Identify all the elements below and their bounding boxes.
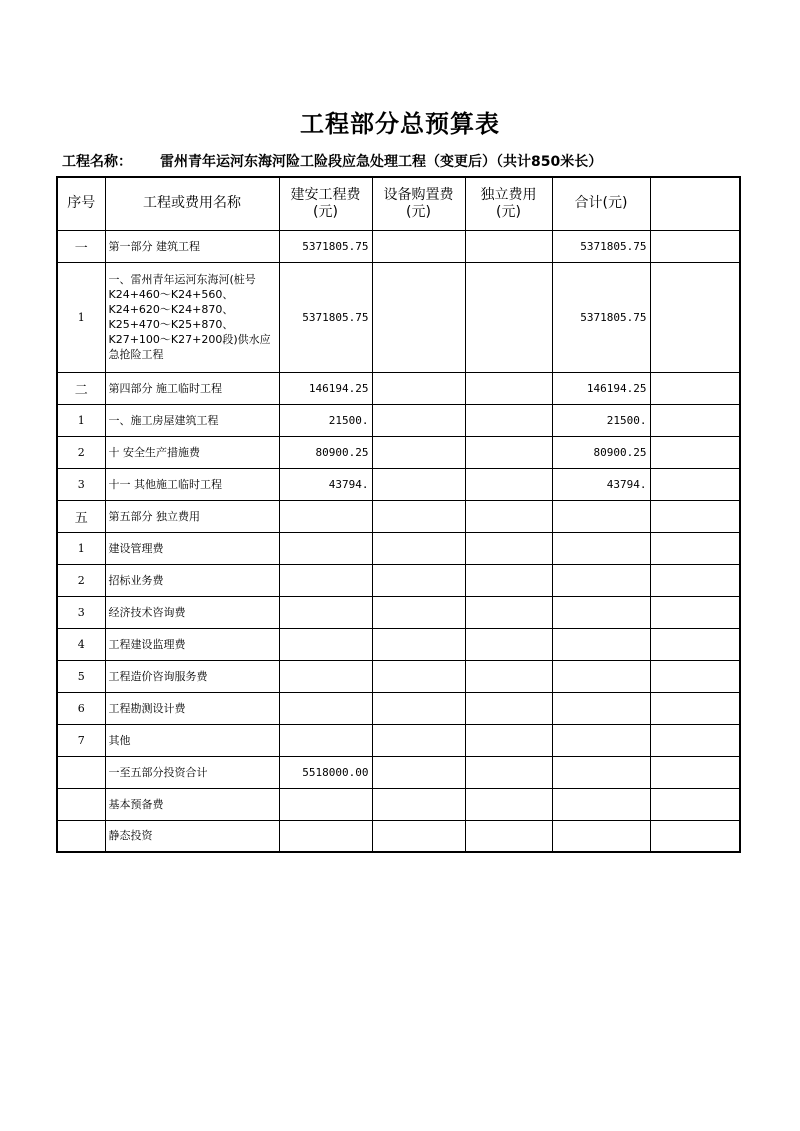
cell-name: 其他 bbox=[105, 724, 279, 756]
cell-extra bbox=[650, 468, 740, 500]
cell-extra bbox=[650, 230, 740, 262]
cell-equipment bbox=[372, 532, 465, 564]
table-row bbox=[57, 500, 740, 532]
cell-name: 十 安全生产措施费 bbox=[105, 436, 279, 468]
cell-total: 80900.25 bbox=[552, 436, 650, 468]
cell-extra bbox=[650, 500, 740, 532]
cell-seq: 1 bbox=[57, 532, 105, 564]
cell-equipment bbox=[372, 692, 465, 724]
cell-name: 经济技术咨询费 bbox=[105, 596, 279, 628]
cell-extra bbox=[650, 564, 740, 596]
cell-construction bbox=[279, 596, 372, 628]
cell-seq: 3 bbox=[57, 596, 105, 628]
cell-name: 第一部分 建筑工程 bbox=[105, 230, 279, 262]
cell-seq bbox=[57, 820, 105, 852]
cell-total: 5371805.75 bbox=[552, 230, 650, 262]
cell-seq: 五 bbox=[57, 500, 105, 532]
cell-equipment bbox=[372, 628, 465, 660]
cell-construction bbox=[279, 660, 372, 692]
cell-construction bbox=[279, 564, 372, 596]
cell-seq: 2 bbox=[57, 436, 105, 468]
cell-independent bbox=[465, 660, 552, 692]
table-row bbox=[57, 724, 740, 756]
cell-seq: 5 bbox=[57, 660, 105, 692]
header-independent: 独立费用 (元) bbox=[465, 177, 552, 230]
cell-construction bbox=[279, 788, 372, 820]
cell-extra bbox=[650, 692, 740, 724]
cell-equipment bbox=[372, 596, 465, 628]
cell-total bbox=[552, 596, 650, 628]
header-row bbox=[57, 177, 740, 230]
cell-equipment bbox=[372, 468, 465, 500]
cell-total bbox=[552, 628, 650, 660]
project-name-line bbox=[62, 151, 602, 171]
cell-name: 一、雷州青年运河东海河(桩号K24+460～K24+560、K24+620～K24+870、K25+470～K25+870、K27+100～K27+200段)供水应急抢险工程 bbox=[105, 262, 279, 372]
cell-equipment bbox=[372, 436, 465, 468]
cell-independent bbox=[465, 596, 552, 628]
cell-seq: 1 bbox=[57, 404, 105, 436]
cell-total: 21500. bbox=[552, 404, 650, 436]
cell-construction bbox=[279, 724, 372, 756]
cell-seq: 2 bbox=[57, 564, 105, 596]
table-row bbox=[57, 660, 740, 692]
cell-total: 43794. bbox=[552, 468, 650, 500]
cell-construction: 5371805.75 bbox=[279, 230, 372, 262]
cell-independent bbox=[465, 500, 552, 532]
header-equipment: 设备购置费 (元) bbox=[372, 177, 465, 230]
cell-extra bbox=[650, 660, 740, 692]
cell-construction: 43794. bbox=[279, 468, 372, 500]
cell-independent bbox=[465, 436, 552, 468]
cell-total bbox=[552, 500, 650, 532]
cell-seq: 二 bbox=[57, 372, 105, 404]
cell-construction bbox=[279, 628, 372, 660]
cell-total bbox=[552, 692, 650, 724]
table-row bbox=[57, 820, 740, 852]
header-construction: 建安工程费 (元) bbox=[279, 177, 372, 230]
table-row bbox=[57, 468, 740, 500]
table-row bbox=[57, 436, 740, 468]
table-row bbox=[57, 628, 740, 660]
cell-construction bbox=[279, 692, 372, 724]
header-name: 工程或费用名称 bbox=[105, 177, 279, 230]
cell-independent bbox=[465, 692, 552, 724]
cell-independent bbox=[465, 468, 552, 500]
cell-equipment bbox=[372, 820, 465, 852]
cell-seq bbox=[57, 788, 105, 820]
page-title: 工程部分总预算表 bbox=[300, 110, 500, 138]
cell-independent bbox=[465, 820, 552, 852]
cell-independent bbox=[465, 564, 552, 596]
cell-name: 工程建设监理费 bbox=[105, 628, 279, 660]
cell-equipment bbox=[372, 262, 465, 372]
table-row bbox=[57, 692, 740, 724]
cell-seq: 7 bbox=[57, 724, 105, 756]
cell-extra bbox=[650, 436, 740, 468]
cell-construction bbox=[279, 500, 372, 532]
cell-independent bbox=[465, 404, 552, 436]
table-row bbox=[57, 372, 740, 404]
cell-construction: 21500. bbox=[279, 404, 372, 436]
table-row bbox=[57, 532, 740, 564]
cell-name: 静态投资 bbox=[105, 820, 279, 852]
cell-extra bbox=[650, 788, 740, 820]
cell-equipment bbox=[372, 564, 465, 596]
cell-equipment bbox=[372, 500, 465, 532]
cell-independent bbox=[465, 628, 552, 660]
cell-name: 一至五部分投资合计 bbox=[105, 756, 279, 788]
cell-construction: 5371805.75 bbox=[279, 262, 372, 372]
cell-extra bbox=[650, 372, 740, 404]
cell-total bbox=[552, 724, 650, 756]
cell-seq bbox=[57, 756, 105, 788]
cell-construction: 5518000.00 bbox=[279, 756, 372, 788]
cell-extra bbox=[650, 756, 740, 788]
cell-independent bbox=[465, 756, 552, 788]
cell-construction bbox=[279, 532, 372, 564]
cell-name: 第四部分 施工临时工程 bbox=[105, 372, 279, 404]
cell-total bbox=[552, 564, 650, 596]
cell-total bbox=[552, 756, 650, 788]
cell-equipment bbox=[372, 724, 465, 756]
cell-extra bbox=[650, 532, 740, 564]
header-extra bbox=[650, 177, 740, 230]
cell-name: 基本预备费 bbox=[105, 788, 279, 820]
cell-equipment bbox=[372, 230, 465, 262]
cell-independent bbox=[465, 262, 552, 372]
cell-extra bbox=[650, 820, 740, 852]
cell-independent bbox=[465, 532, 552, 564]
cell-name: 建设管理费 bbox=[105, 532, 279, 564]
cell-extra bbox=[650, 404, 740, 436]
table-row bbox=[57, 404, 740, 436]
cell-name: 一、施工房屋建筑工程 bbox=[105, 404, 279, 436]
header-seq: 序号 bbox=[57, 177, 105, 230]
table-row bbox=[57, 230, 740, 262]
cell-construction: 80900.25 bbox=[279, 436, 372, 468]
cell-independent bbox=[465, 788, 552, 820]
cell-equipment bbox=[372, 788, 465, 820]
cell-independent bbox=[465, 724, 552, 756]
table-row bbox=[57, 788, 740, 820]
project-name-value: 雷州青年运河东海河险工险段应急处理工程（变更后）（共计850米长） bbox=[160, 154, 603, 170]
table-row bbox=[57, 564, 740, 596]
cell-equipment bbox=[372, 756, 465, 788]
cell-name: 工程勘测设计费 bbox=[105, 692, 279, 724]
cell-name: 第五部分 独立费用 bbox=[105, 500, 279, 532]
cell-total bbox=[552, 820, 650, 852]
cell-total bbox=[552, 660, 650, 692]
cell-extra bbox=[650, 262, 740, 372]
cell-independent bbox=[465, 230, 552, 262]
table-row bbox=[57, 262, 740, 372]
cell-construction bbox=[279, 820, 372, 852]
cell-extra bbox=[650, 724, 740, 756]
cell-seq: 一 bbox=[57, 230, 105, 262]
cell-total bbox=[552, 788, 650, 820]
cell-total bbox=[552, 532, 650, 564]
table-row bbox=[57, 756, 740, 788]
cell-name: 工程造价咨询服务费 bbox=[105, 660, 279, 692]
cell-name: 招标业务费 bbox=[105, 564, 279, 596]
cell-seq: 4 bbox=[57, 628, 105, 660]
header-total: 合计(元) bbox=[552, 177, 650, 230]
cell-seq: 3 bbox=[57, 468, 105, 500]
project-name-label: 工程名称： bbox=[62, 154, 132, 170]
cell-total: 146194.25 bbox=[552, 372, 650, 404]
cell-total: 5371805.75 bbox=[552, 262, 650, 372]
cell-equipment bbox=[372, 404, 465, 436]
cell-equipment bbox=[372, 660, 465, 692]
cell-seq: 6 bbox=[57, 692, 105, 724]
cell-extra bbox=[650, 628, 740, 660]
budget-table bbox=[56, 176, 741, 853]
cell-extra bbox=[650, 596, 740, 628]
table-row bbox=[57, 596, 740, 628]
cell-construction: 146194.25 bbox=[279, 372, 372, 404]
cell-independent bbox=[465, 372, 552, 404]
cell-name: 十一 其他施工临时工程 bbox=[105, 468, 279, 500]
cell-seq: 1 bbox=[57, 262, 105, 372]
cell-equipment bbox=[372, 372, 465, 404]
